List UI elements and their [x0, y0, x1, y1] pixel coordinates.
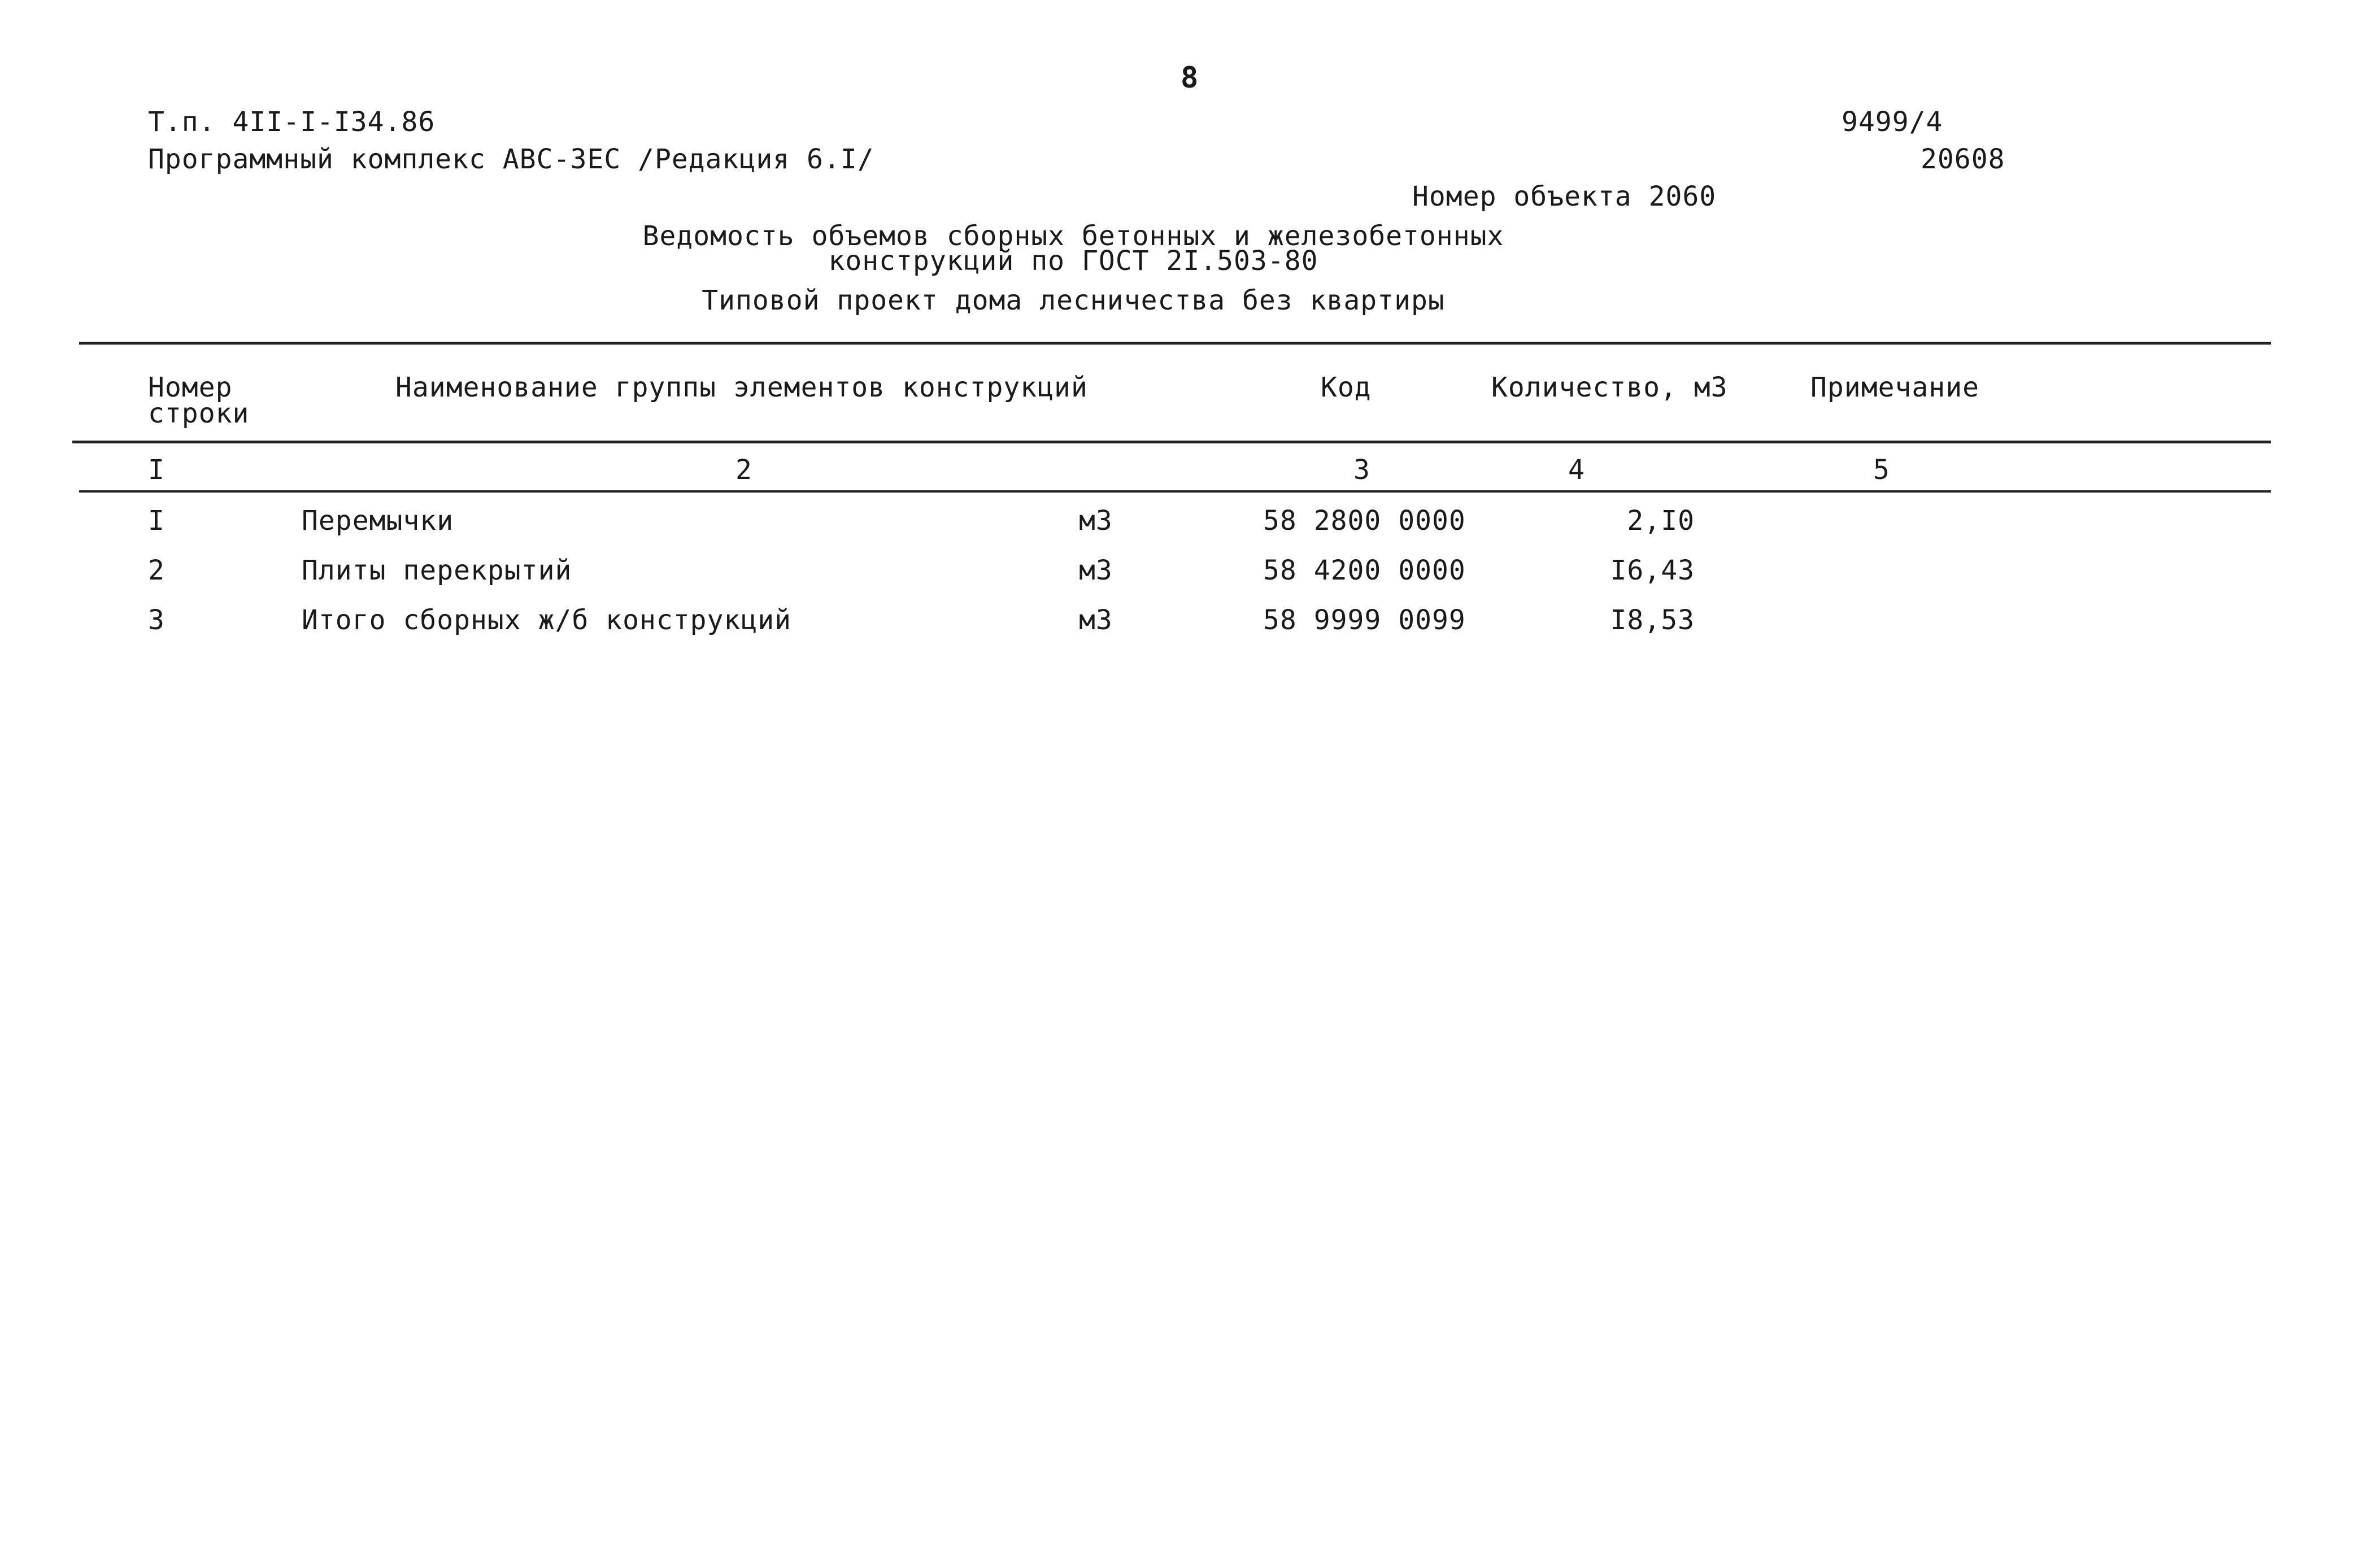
- header-row-number-line2: строки: [148, 398, 250, 429]
- row-unit: м3: [1079, 505, 1113, 537]
- column-numbers-rule: [79, 490, 2271, 493]
- document-title-line2: конструкций по ГОСТ 2I.503-80: [828, 245, 1318, 277]
- program-line: Программный комплекс АВС-3ЕС /Редакция 6.I/: [148, 143, 874, 175]
- column-number: 5: [1873, 454, 1890, 486]
- column-number: 4: [1568, 454, 1585, 486]
- row-unit: м3: [1079, 604, 1113, 636]
- object-number: Номер объекта 2060: [1412, 181, 1717, 212]
- row-quantity: I6,43: [1610, 555, 1695, 586]
- row-unit: м3: [1079, 555, 1113, 586]
- header-bottom-rule: [72, 441, 2271, 443]
- row-code: 58 4200 0000: [1263, 555, 1466, 586]
- row-number: 3: [148, 604, 165, 636]
- column-number: 3: [1353, 454, 1370, 486]
- column-number: I: [148, 454, 165, 486]
- row-name: Перемычки: [302, 505, 454, 537]
- row-name: Плиты перекрытий: [302, 555, 572, 586]
- document-code: Т.п. 4II-I-I34.86: [148, 106, 436, 138]
- table-top-rule: [79, 342, 2271, 345]
- row-number: 2: [148, 555, 165, 586]
- header-code: Код: [1321, 372, 1372, 403]
- header-note: Примечание: [1810, 372, 1979, 403]
- header-row-number-line1: Номер: [148, 372, 233, 403]
- page-number: 8: [1181, 61, 1199, 95]
- header-name: Наименование группы элементов конструкций: [395, 372, 1088, 403]
- row-code: 58 2800 0000: [1263, 505, 1466, 537]
- row-number: I: [148, 505, 165, 537]
- header-quantity: Количество, м3: [1491, 372, 1728, 403]
- archive-number: 9499/4: [1842, 106, 1943, 138]
- row-code: 58 9999 0099: [1263, 604, 1466, 636]
- row-name: Итого сборных ж/б конструкций: [302, 604, 792, 636]
- column-number: 2: [735, 454, 752, 486]
- row-quantity: 2,I0: [1627, 505, 1695, 537]
- document-subtitle: Типовой проект дома лесничества без квартиры: [702, 285, 1445, 316]
- row-quantity: I8,53: [1610, 604, 1695, 636]
- document-title-line1: Ведомость объемов сборных бетонных и железобетонных: [642, 220, 1504, 252]
- sheet-code: 20608: [1921, 143, 2005, 175]
